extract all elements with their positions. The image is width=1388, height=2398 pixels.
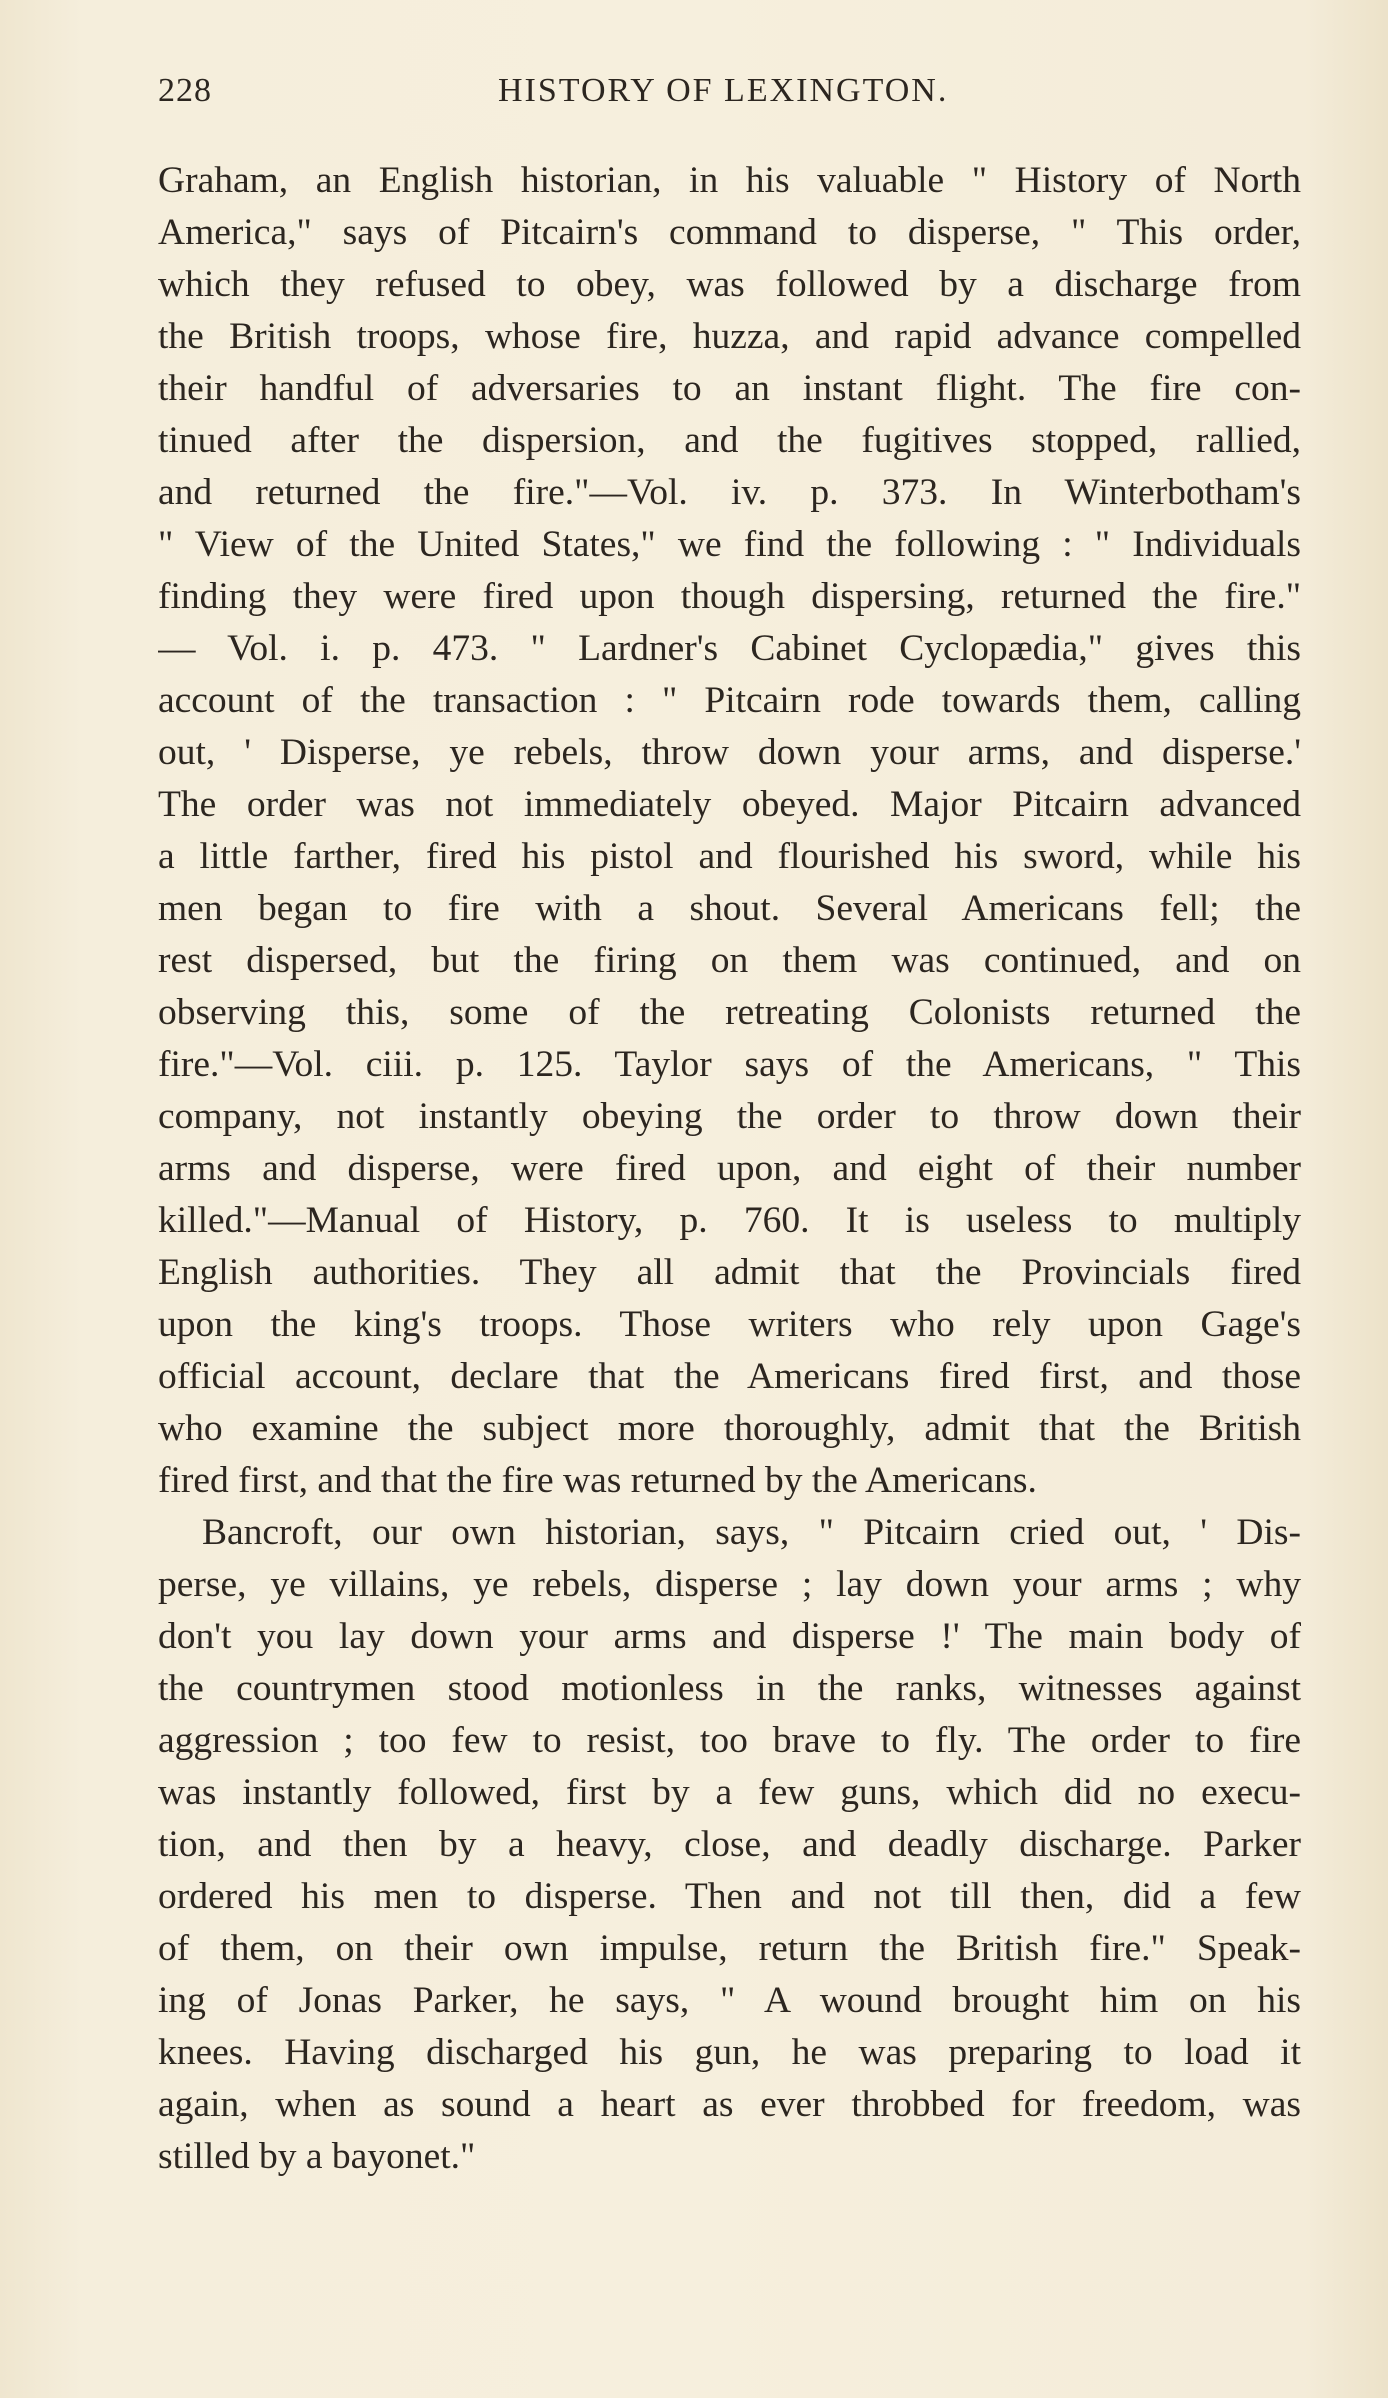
text-line: stilled by a bayonet." [158,2136,476,2177]
running-head [158,72,973,120]
text-line: ing of Jonas Parker, he says, " A wound brought him on his [158,1980,1301,2021]
text-line: rest dispersed, but the firing on them was continued, and on [158,940,1301,981]
text-line: arms and disperse, were fired upon, and eight of their number [158,1148,1301,1189]
text-line: perse, ye villains, ye rebels, disperse ; lay down your arms ; why [158,1564,1301,1605]
body-text [158,155,1301,2183]
paragraph-2 [158,1507,1301,2183]
text-line: tinued after the dispersion, and the fugitives stopped, rallied, [158,420,1301,461]
text-line: America," says of Pitcairn's command to disperse, " This order, [158,212,1301,253]
text-line: knees. Having discharged his gun, he was preparing to load it [158,2032,1301,2073]
page-number: 228 [158,72,212,109]
text-line: Graham, an English historian, in his valuable " History of North [158,160,1301,201]
text-line: — Vol. i. p. 473. " Lardner's Cabinet Cyclopædia," gives this [158,628,1301,669]
text-line: tion, and then by a heavy, close, and deadly discharge. Parker [158,1824,1301,1865]
text-line: men began to fire with a shout. Several Americans fell; the [158,888,1301,929]
text-line: again, when as sound a heart as ever throbbed for freedom, was [158,2084,1301,2125]
text-line: " View of the United States," we find the following : " Individuals [158,524,1301,565]
text-line: their handful of adversaries to an instant flight. The fire con- [158,368,1301,409]
text-line: account of the transaction : " Pitcairn rode towards them, calling [158,680,1301,721]
running-title: HISTORY OF LEXINGTON. [498,72,949,109]
text-line: finding they were fired upon though dispersing, returned the fire." [158,576,1301,617]
text-line: was instantly followed, first by a few guns, which did no execu- [158,1772,1301,1813]
text-line: the countrymen stood motionless in the ranks, witnesses against [158,1668,1301,1709]
text-line: aggression ; too few to resist, too brave to fly. The order to fire [158,1720,1301,1761]
text-line: which they refused to obey, was followed by a discharge from [158,264,1301,305]
text-line: Bancroft, our own historian, says, " Pitcairn cried out, ' Dis- [202,1512,1301,1553]
text-line: who examine the subject more thoroughly, admit that the British [158,1408,1301,1449]
text-line: The order was not immediately obeyed. Major Pitcairn advanced [158,784,1301,825]
text-line: observing this, some of the retreating Colonists returned the [158,992,1301,1033]
text-line: of them, on their own impulse, return the British fire." Speak- [158,1928,1301,1969]
text-line: official account, declare that the Americans fired first, and those [158,1356,1301,1397]
text-line: fired first, and that the fire was returned by the Americans. [158,1460,1037,1501]
text-line: ordered his men to disperse. Then and not till then, did a few [158,1876,1301,1917]
text-line: fire."—Vol. ciii. p. 125. Taylor says of the Americans, " This [158,1044,1301,1085]
paragraph-1 [158,155,1301,1507]
text-line: and returned the fire."—Vol. iv. p. 373. In Winterbotham's [158,472,1301,513]
text-line: killed."—Manual of History, p. 760. It is useless to multiply [158,1200,1301,1241]
text-line: company, not instantly obeying the order to throw down their [158,1096,1301,1137]
text-line: out, ' Disperse, ye rebels, throw down your arms, and disperse.' [158,732,1301,773]
text-line: don't you lay down your arms and disperse !' The main body of [158,1616,1301,1657]
text-line: a little farther, fired his pistol and flourished his sword, while his [158,836,1301,877]
text-line: the British troops, whose fire, huzza, and rapid advance compelled [158,316,1301,357]
text-line: English authorities. They all admit that the Provincials fired [158,1252,1301,1293]
text-line: upon the king's troops. Those writers who rely upon Gage's [158,1304,1301,1345]
